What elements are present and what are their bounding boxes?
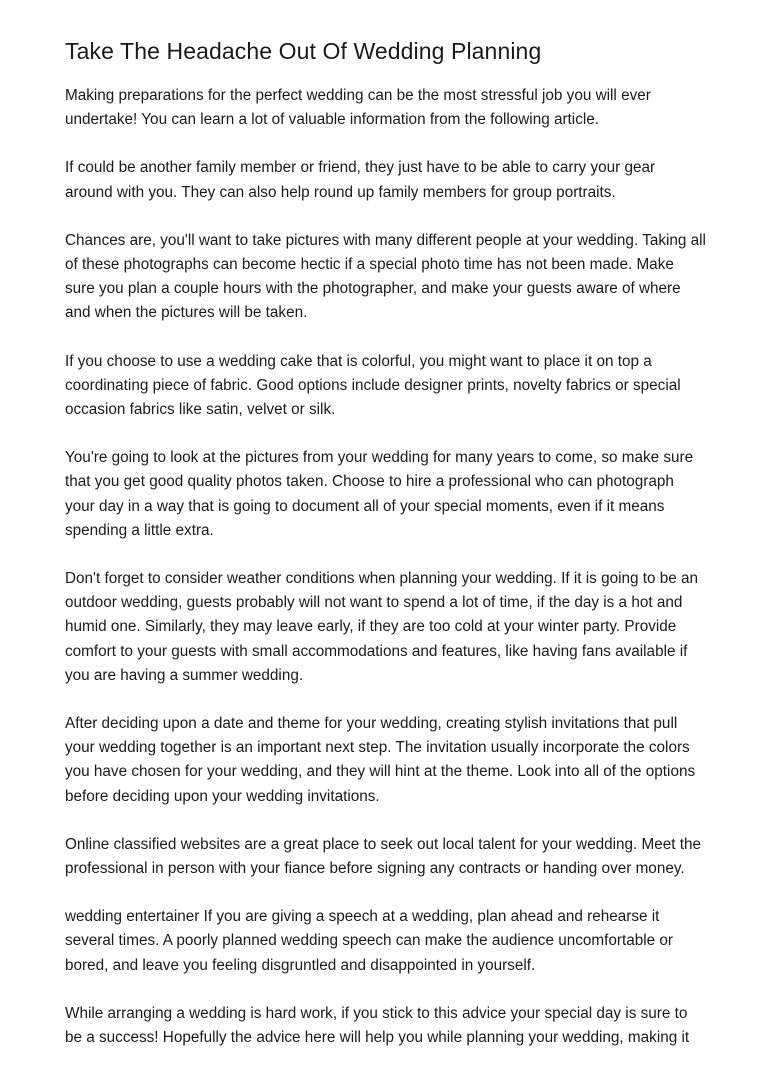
paragraph-cake: If you choose to use a wedding cake that is colorful, you might want to place it on top a coordinating piece of fabric. Good options include designer prints, novelty fabrics or special occasion fabrics like satin, velvet or silk. (65, 352, 681, 419)
paragraph-photos: You're going to look at the pictures from your wedding for many years to come, so make sure that you get good quality photos taken. Choose to hire a professional who can photograph your day in a way that is going to document all of your special moments, even if it means spending a little extra. (65, 449, 694, 539)
paragraph-conclusion: While arranging a wedding is hard work, if you stick to this advice your special day is sure to be a success! Hopefully the advice here will help you while planning your wedding, making it (65, 1004, 690, 1047)
paragraph-speech: wedding entertainer If you are giving a speech at a wedding, plan ahead and rehearse it several times. A poorly planned wedding speech can make the audience uncomfortable or bored, and leave you feeling disgruntled and disappointed in yourself. (65, 908, 673, 974)
paragraph-invitations: After deciding upon a date and theme for your wedding, creating stylish invitations that pull your wedding together is an important next step. The invitation usually incorporate the colors you have chosen for your wedding, and they will hint at the theme. Look into all of the options before deciding upon your wedding invitations. (65, 715, 696, 805)
paragraph-pictures: Chances are, you'll want to take pictures with many different people at your wedding. Taking all of these photographs can become hectic if a special photo time has not been made. Make sure you plan a couple hours with the photographer, and make your guests aware of where and when the pictures will be taken. (65, 231, 706, 322)
paragraph-helper: If could be another family member or friend, they just have to be able to carry your gear around with you. They can also help round up family members for group portraits. (65, 159, 656, 201)
paragraph-intro: Making preparations for the perfect wedding can be the most stressful job you will ever undertake! You can learn a lot of valuable information from the following article. (65, 87, 651, 129)
document-title: Take The Headache Out Of Wedding Planning (65, 38, 542, 64)
paragraph-classifieds: Online classified websites are a great place to seek out local talent for your wedding. Meet the professional in person with your fiance before signing any contracts or handing over money. (65, 835, 702, 878)
paragraph-weather: Don't forget to consider weather conditions when planning your wedding. If it is going to be an outdoor wedding, guests probably will not want to spend a lot of time, if the day is a hot and humid one. Similarly, they may leave early, if they are too cold at your winter party. Provide comfort to your guests with small accommodations and features, like having fans available if you are having a summer wedding. (65, 570, 699, 684)
